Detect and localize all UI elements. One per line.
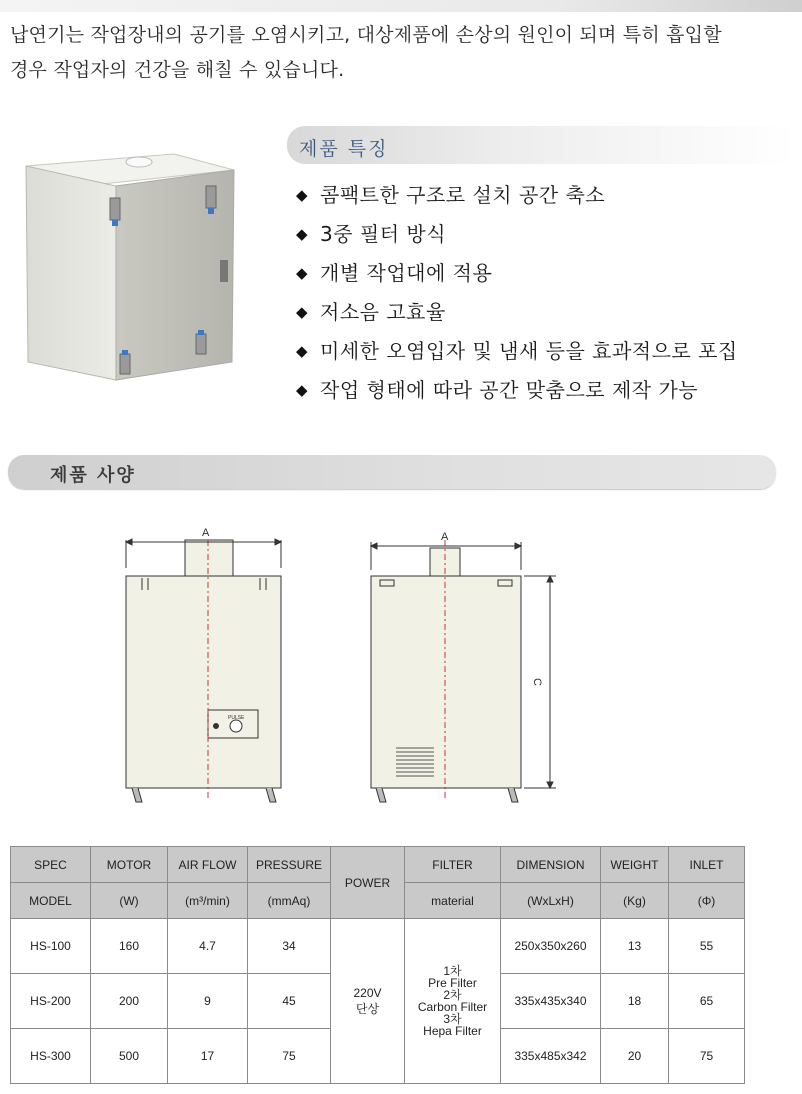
header-dimension-unit: (WxLxH) — [501, 883, 601, 919]
feature-item: ◆ 저소음 고효율 — [296, 293, 738, 332]
features-header — [287, 126, 795, 164]
header-weight: WEIGHT — [601, 847, 669, 883]
header-airflow-unit: (m³/min) — [168, 883, 248, 919]
cell-power — [331, 919, 405, 1084]
power-voltage: 220V — [353, 985, 382, 1000]
cell-weight: 20 — [601, 1029, 669, 1084]
cell-inlet: 55 — [669, 919, 745, 974]
power-phase: 단상 — [355, 1001, 380, 1016]
cell-inlet: 65 — [669, 974, 745, 1029]
top-decoration — [0, 0, 802, 12]
header-filter-unit: material — [405, 883, 501, 919]
diamond-bullet-icon: ◆ — [296, 342, 309, 360]
features-list — [296, 176, 738, 410]
side-dim-c-label: C — [531, 678, 543, 686]
header-weight-unit: (Kg) — [601, 883, 669, 919]
cell-pressure: 34 — [248, 919, 331, 974]
header-motor: MOTOR — [91, 847, 168, 883]
cell-airflow: 9 — [168, 974, 248, 1029]
cell-model: HS-300 — [11, 1029, 91, 1084]
header-power: POWER — [331, 847, 405, 919]
side-dim-a-label: A — [441, 531, 449, 543]
header-motor-unit: (W) — [91, 883, 168, 919]
feature-item: ◆ 개별 작업대에 적용 — [296, 254, 738, 293]
feature-item: ◆ 3중 필터 방식 — [296, 215, 738, 254]
technical-drawing — [110, 520, 570, 810]
feature-item: ◆ 콤팩트한 구조로 설치 공간 축소 — [296, 176, 738, 215]
feature-item: ◆ 미세한 오염입자 및 냄새 등을 효과적으로 포집 — [296, 332, 738, 371]
product-photo — [24, 148, 246, 388]
cell-inlet: 75 — [669, 1029, 745, 1084]
cell-motor: 200 — [91, 974, 168, 1029]
cell-dimension: 335x485x342 — [501, 1029, 601, 1084]
cell-weight: 13 — [601, 919, 669, 974]
header-pressure-unit: (mmAq) — [248, 883, 331, 919]
front-dim-a-label: A — [202, 527, 210, 539]
front-view — [126, 540, 281, 802]
cell-pressure: 45 — [248, 974, 331, 1029]
cell-filter: 1차 Pre Filter 2차 Carbon Filter 3차 Hepa Filter — [405, 919, 501, 1084]
header-spec: SPEC — [11, 847, 91, 883]
header-inlet-unit: (Φ) — [669, 883, 745, 919]
spec-title: 제품 사양 — [50, 465, 136, 486]
spec-header — [8, 455, 776, 489]
header-pressure: PRESSURE — [248, 847, 331, 883]
cell-weight: 18 — [601, 974, 669, 1029]
spec-table — [10, 846, 745, 1084]
cell-airflow: 17 — [168, 1029, 248, 1084]
header-inlet: INLET — [669, 847, 745, 883]
cell-airflow: 4.7 — [168, 919, 248, 974]
cell-dimension: 335x435x340 — [501, 974, 601, 1029]
cell-motor: 500 — [91, 1029, 168, 1084]
header-dimension: DIMENSION — [501, 847, 601, 883]
cell-motor: 160 — [91, 919, 168, 974]
header-airflow: AIR FLOW — [168, 847, 248, 883]
feature-item: ◆ 작업 형태에 따라 공간 맞춤으로 제작 가능 — [296, 371, 738, 410]
diamond-bullet-icon: ◆ — [296, 225, 309, 243]
intro-line-1: 납연기는 작업장내의 공기를 오염시키고, 대상제품에 손상의 원인이 되며 특히 흡입할 — [10, 24, 722, 46]
header-model: MODEL — [11, 883, 91, 919]
side-view — [371, 548, 521, 802]
intro-text — [10, 18, 790, 88]
panel-label: PULSE — [228, 715, 245, 721]
cell-pressure: 75 — [248, 1029, 331, 1084]
header-filter: FILTER — [405, 847, 501, 883]
diamond-bullet-icon: ◆ — [296, 186, 309, 204]
cell-model: HS-200 — [11, 974, 91, 1029]
cell-model: HS-100 — [11, 919, 91, 974]
diamond-bullet-icon: ◆ — [296, 303, 309, 321]
features-title: 제품 특징 — [299, 138, 389, 160]
intro-line-2: 경우 작업자의 건강을 해칠 수 있습니다. — [10, 59, 345, 81]
cell-dimension: 250x350x260 — [501, 919, 601, 974]
diamond-bullet-icon: ◆ — [296, 264, 309, 282]
diamond-bullet-icon: ◆ — [296, 381, 309, 399]
table-row — [11, 919, 745, 974]
